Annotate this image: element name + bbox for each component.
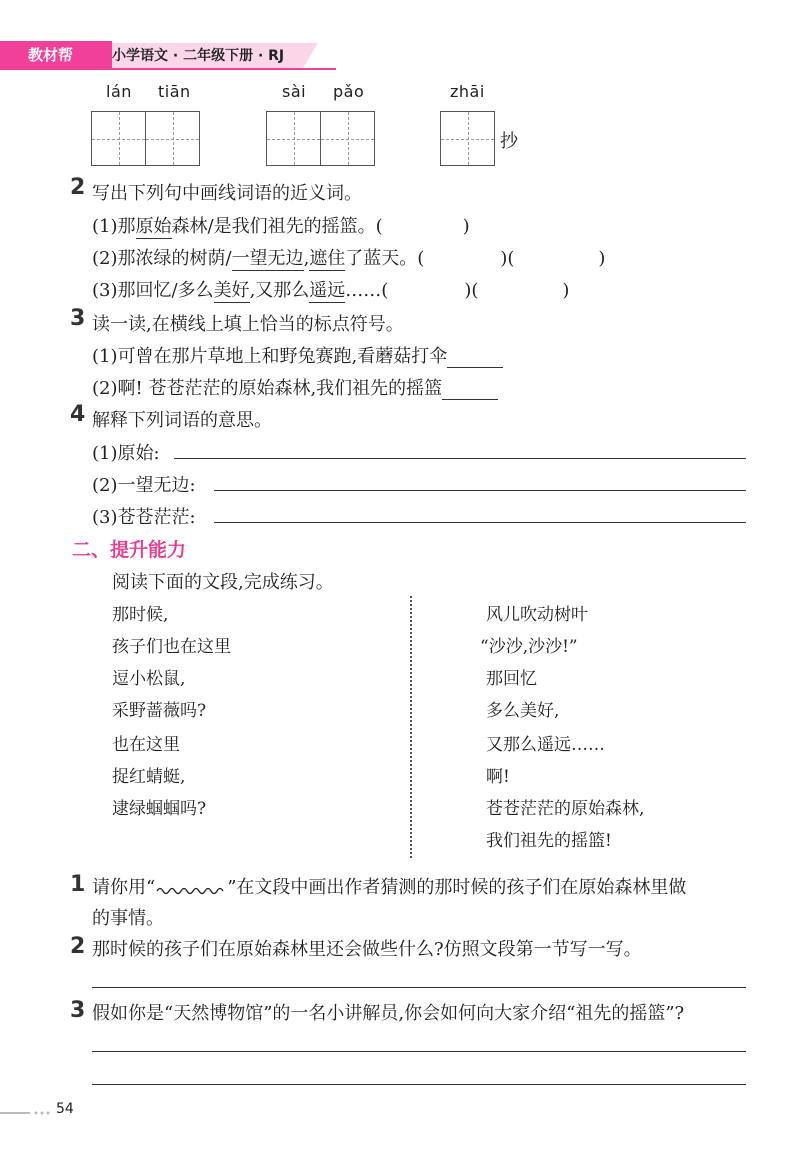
question-title: 解释下列词语的意思。 — [92, 410, 272, 431]
header-divider — [0, 68, 336, 70]
grid-suffix-char: 抄 — [500, 131, 518, 152]
q3-item-1: (1)可曾在那片草地上和野兔赛跑,看蘑菇打伞 — [92, 342, 503, 368]
writing-grid-group — [266, 111, 374, 166]
pinyin-label: lán — [106, 82, 132, 101]
footer-dots-icon — [0, 1111, 52, 1115]
column-divider — [410, 596, 412, 858]
wavy-line-icon — [155, 881, 227, 895]
answer-line[interactable] — [174, 458, 746, 459]
poem-line: 啊! — [486, 767, 510, 787]
q4-item-label: (2)一望无边: — [92, 475, 196, 496]
q4-item-label: (1)原始: — [92, 443, 160, 464]
pinyin-label: pǎo — [333, 82, 365, 101]
poem-line: 多么美好, — [486, 701, 560, 721]
poem-line: 逗小松鼠, — [112, 669, 186, 689]
punctuation-blank[interactable] — [447, 349, 503, 368]
answer-line[interactable] — [92, 987, 746, 988]
answer-line[interactable] — [214, 522, 746, 523]
brand-tab: 教材帮 — [0, 41, 112, 69]
poem-line: 那时候, — [112, 605, 169, 625]
answer-line[interactable] — [214, 490, 746, 491]
underlined-word: 遮住 — [309, 248, 346, 269]
poem-line: 风儿吹动树叶 — [486, 605, 588, 625]
punctuation-blank[interactable] — [442, 381, 498, 400]
answer-line[interactable] — [92, 1051, 746, 1052]
question-text: 那时候的孩子们在原始森林里还会做些什么?仿照文段第一节写一写。 — [92, 939, 642, 960]
underlined-word: 遥远 — [309, 280, 346, 301]
answer-line[interactable] — [92, 1084, 746, 1085]
underlined-word: 一望无边 — [231, 248, 304, 269]
q4-item-label: (3)苍苍茫茫: — [92, 507, 196, 528]
page-number: 54 — [56, 1101, 74, 1117]
question-number: 2 — [70, 175, 86, 200]
poem-line: 逮绿蝈蝈吗? — [112, 799, 207, 819]
writing-cell[interactable] — [440, 111, 495, 166]
pinyin-label: zhāi — [450, 82, 485, 101]
poem-line: 又那么遥远…… — [486, 735, 605, 755]
question-title: 读一读,在横线上填上恰当的标点符号。 — [92, 314, 404, 335]
poem-line: 孩子们也在这里 — [112, 637, 231, 657]
poem-line: 捉红蜻蜓, — [112, 767, 186, 787]
writing-grid-group — [440, 111, 494, 166]
section-intro: 阅读下面的文段,完成练习。 — [112, 572, 334, 593]
poem-line: 那回忆 — [486, 669, 537, 689]
writing-cell[interactable] — [145, 111, 200, 166]
writing-grid-group — [91, 111, 199, 166]
question-number: 4 — [70, 402, 86, 427]
question-title: 写出下列句中画线词语的近义词。 — [92, 183, 362, 204]
section-title: 二、提升能力 — [72, 539, 187, 561]
question-text: 请你用“ ”在文段中画出作者猜测的那时候的孩子们在原始森林里做 — [92, 877, 687, 898]
writing-cell[interactable] — [266, 111, 321, 166]
q3-item-2: (2)啊! 苍苍茫茫的原始森林,我们祖先的摇篮 — [92, 374, 498, 400]
q2-item-2: (2)那浓绿的树荫/一望无边,遮住了蓝天。( )( ) — [92, 248, 606, 269]
question-number: 2 — [70, 934, 86, 959]
question-number: 3 — [70, 998, 86, 1023]
pinyin-label: sài — [282, 82, 307, 101]
underlined-word: 美好 — [213, 280, 250, 301]
writing-cell[interactable] — [320, 111, 375, 166]
poem-line: 苍苍茫茫的原始森林, — [486, 799, 645, 819]
poem-line: 也在这里 — [112, 735, 180, 755]
question-number: 1 — [70, 872, 86, 897]
question-text-line2: 的事情。 — [92, 908, 164, 929]
underlined-word: 原始 — [135, 216, 172, 237]
pinyin-label: tiān — [158, 82, 191, 101]
subject-title: 小学语文 · 二年级下册 · RJ — [112, 48, 285, 64]
poem-line: “沙沙,沙沙!” — [480, 637, 578, 657]
question-text: 假如你是“天然博物馆”的一名小讲解员,你会如何向大家介绍“祖先的摇篮”? — [92, 1003, 685, 1024]
writing-cell[interactable] — [91, 111, 146, 166]
question-number: 3 — [70, 306, 86, 331]
q2-item-3: (3)那回忆/多么美好,又那么遥远……( )( ) — [92, 280, 570, 301]
poem-line: 采野蔷薇吗? — [112, 701, 207, 721]
q2-item-1: (1)那原始森林/是我们祖先的摇篮。( ) — [92, 216, 470, 237]
poem-line: 我们祖先的摇篮! — [486, 831, 612, 851]
